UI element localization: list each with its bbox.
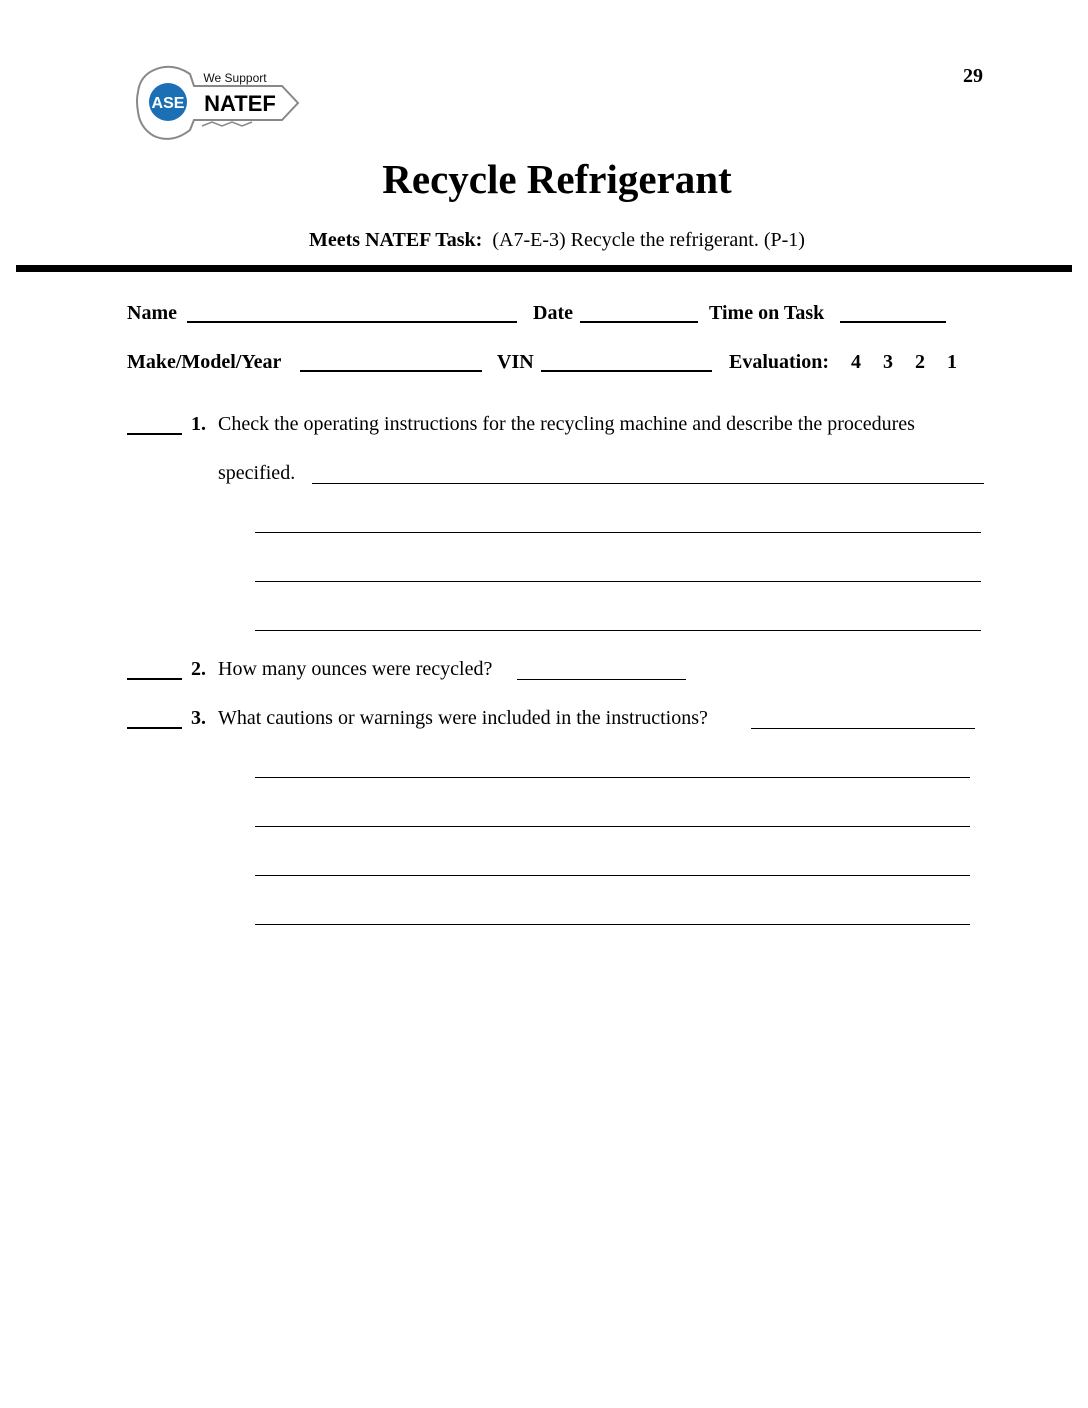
q1-answer-line[interactable] (312, 483, 984, 484)
q2-answer-line[interactable] (517, 679, 686, 680)
q1-continuation: specified. (218, 462, 296, 484)
score-4[interactable]: 4 (851, 351, 861, 373)
svg-text:ASE: ASE (151, 95, 185, 112)
q2-check-blank[interactable] (127, 678, 182, 680)
q1-number: 1. (191, 413, 206, 435)
svg-text:NATEF: NATEF (204, 91, 276, 116)
time-on-task-field[interactable] (840, 321, 946, 323)
score-2[interactable]: 2 (915, 351, 925, 373)
score-1[interactable]: 1 (947, 351, 957, 373)
q2-text: How many ounces were recycled? (218, 658, 493, 680)
header-rule (16, 265, 1072, 272)
task-label: Meets NATEF Task: (309, 229, 483, 251)
name-field[interactable] (187, 321, 517, 323)
q3-check-blank[interactable] (127, 727, 182, 729)
task-line (0, 228, 1088, 252)
q1-answer-line[interactable] (255, 532, 981, 533)
page-title: Recycle Refrigerant (382, 156, 732, 202)
q2-number: 2. (191, 658, 206, 680)
svg-text:We Support: We Support (203, 71, 267, 85)
natef-logo (132, 60, 304, 146)
q1-answer-line[interactable] (255, 630, 981, 631)
name-label: Name (127, 302, 177, 324)
q3-text: What cautions or warnings were included in the instructions? (218, 707, 708, 729)
q3-answer-line[interactable] (255, 924, 970, 925)
q3-answer-line[interactable] (255, 777, 970, 778)
q1-answer-line[interactable] (255, 581, 981, 582)
vin-label: VIN (497, 351, 534, 373)
q3-answer-line[interactable] (751, 728, 975, 729)
time-on-task-label: Time on Task (709, 302, 825, 324)
make-model-year-label: Make/Model/Year (127, 351, 282, 373)
page-number: 29 (963, 65, 983, 87)
q3-number: 3. (191, 707, 206, 729)
q3-answer-line[interactable] (255, 875, 970, 876)
q1-text: Check the operating instructions for the recycling machine and describe the procedures (218, 413, 915, 435)
q3-answer-line[interactable] (255, 826, 970, 827)
date-field[interactable] (580, 321, 698, 323)
vin-field[interactable] (541, 370, 712, 372)
task-text: (A7-E-3) Recycle the refrigerant. (P-1) (492, 229, 805, 251)
score-3[interactable]: 3 (883, 351, 893, 373)
date-label: Date (533, 302, 573, 324)
make-model-year-field[interactable] (300, 370, 482, 372)
evaluation-label: Evaluation: (729, 351, 830, 373)
q1-check-blank[interactable] (127, 433, 182, 435)
